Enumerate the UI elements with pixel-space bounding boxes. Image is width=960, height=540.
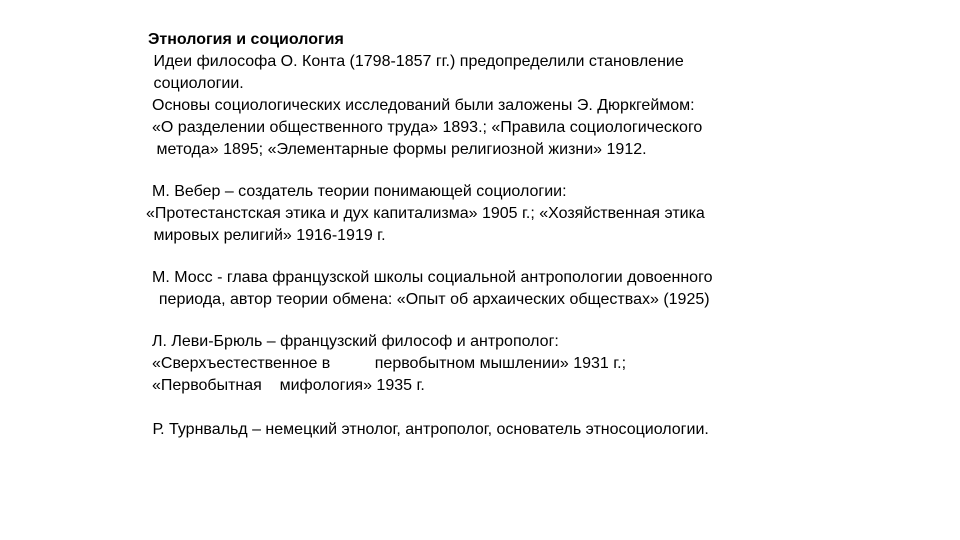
text-line-comte-1: Идеи философа О. Конта (1798-1857 гг.) предопределили становление	[149, 53, 684, 70]
text-line-weber-3: мировых религий» 1916-1919 г.	[149, 227, 386, 244]
text-line-weber-2: «Протестанстская этика и дух капитализма» 1905 г.; «Хозяйственная этика	[146, 205, 705, 222]
text-line-comte-2: социологии.	[149, 75, 244, 92]
text-line-durkheim-3: метода» 1895; «Элементарные формы религиозной жизни» 1912.	[152, 141, 647, 158]
text-line-levy-bruhl-2: «Сверхъестественное в первобытном мышлении» 1931 г.;	[152, 355, 627, 372]
text-line-mauss-1: М. Мосс - глава французской школы социальной антропологии довоенного	[152, 269, 713, 286]
text-line-weber-1: М. Вебер – создатель теории понимающей социологии:	[152, 183, 567, 200]
text-line-durkheim-2: «О разделении общественного труда» 1893.; «Правила социологического	[152, 119, 703, 136]
text-line-levy-bruhl-1: Л. Леви-Брюль – французский философ и антрополог:	[152, 333, 559, 350]
text-line-thurnwald: Р. Турнвальд – немецкий этнолог, антрополог, основатель этносоциологии.	[148, 421, 709, 438]
slide-title: Этнология и социология	[148, 31, 344, 48]
text-line-levy-bruhl-3: «Первобытная мифология» 1935 г.	[152, 377, 425, 394]
text-line-mauss-2: периода, автор теории обмена: «Опыт об архаических обществах» (1925)	[150, 291, 710, 308]
text-line-durkheim-1: Основы социологических исследований были заложены Э. Дюркгеймом:	[152, 97, 695, 114]
